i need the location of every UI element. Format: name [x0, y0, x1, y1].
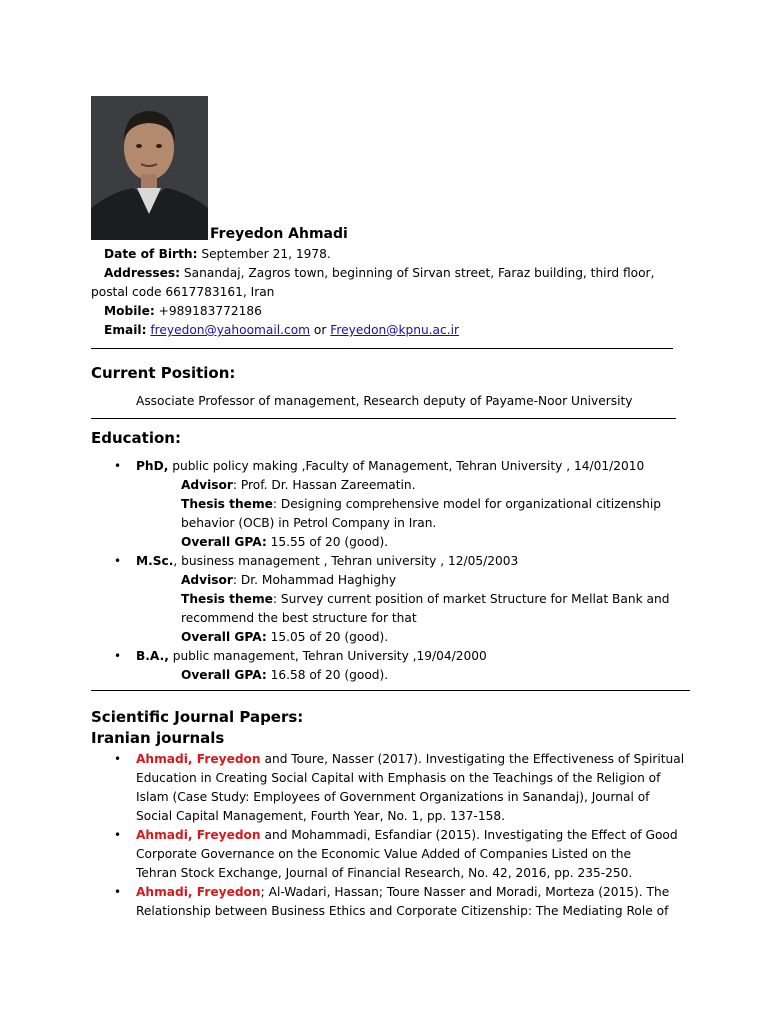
bullet-icon: • — [114, 828, 122, 842]
address-line-2: postal code 6617783161, Iran — [91, 285, 275, 299]
gpa-value: 15.55 of 20 (good). — [266, 535, 389, 549]
degree-detail: , business management , Tehran university , 12/05/2003 — [173, 554, 519, 568]
bullet-icon: • — [114, 752, 122, 766]
mobile-label: Mobile: — [104, 304, 155, 318]
person-name: Freyedon Ahmadi — [210, 226, 348, 242]
paper-author: Ahmadi, Freyedon — [136, 828, 261, 842]
degree-label: B.A., — [136, 649, 169, 663]
email-label: Email: — [104, 323, 147, 337]
mobile-value: +989183772186 — [154, 304, 262, 318]
mobile-line — [91, 302, 691, 321]
address-value: Sanandaj, Zagros town, beginning of Sirvan street, Faraz building, third floor, — [180, 266, 655, 280]
gpa-label: Overall GPA: — [181, 535, 267, 549]
paper-item — [91, 826, 691, 883]
degree-label: M.Sc. — [136, 554, 174, 568]
thesis-value: : Designing comprehensive model for organizational citizenship — [272, 497, 662, 511]
bullet-icon: • — [114, 649, 122, 663]
dob-label: Date of Birth: — [104, 247, 198, 261]
contact-info — [91, 245, 691, 340]
paper-author: Ahmadi, Freyedon — [136, 752, 261, 766]
divider — [91, 690, 690, 691]
papers-subheading: Iranian journals — [91, 729, 225, 747]
paper-text-cont: Corporate Governance on the Economic Value Added of Companies Listed on the — [136, 847, 632, 861]
thesis-value-cont: behavior (OCB) in Petrol Company in Iran. — [181, 516, 437, 530]
advisor-label: Advisor — [181, 573, 233, 587]
dob-line — [91, 245, 691, 264]
paper-text: ; Al-Wadari, Hassan; Toure Nasser and Moradi, Morteza (2015). The — [260, 885, 670, 899]
education-item-ba — [91, 647, 691, 685]
gpa-label: Overall GPA: — [181, 668, 267, 682]
paper-text-cont: Tehran Stock Exchange, Journal of Financial Research, No. 42, 2016, pp. 235-250. — [136, 866, 633, 880]
advisor-value: : Prof. Dr. Hassan Zareematin. — [232, 478, 416, 492]
papers-heading: Scientific Journal Papers: — [91, 708, 304, 726]
paper-text: and Mohammadi, Esfandiar (2015). Investigating the Effect of Good — [260, 828, 678, 842]
advisor-label: Advisor — [181, 478, 233, 492]
bullet-icon: • — [114, 885, 122, 899]
education-list — [91, 457, 691, 685]
paper-author: Ahmadi, Freyedon — [136, 885, 261, 899]
thesis-label: Thesis theme — [181, 497, 273, 511]
current-position-heading: Current Position: — [91, 364, 236, 382]
email-separator: or — [310, 323, 331, 337]
papers-list — [91, 750, 691, 921]
gpa-label: Overall GPA: — [181, 630, 267, 644]
address-line — [91, 264, 691, 283]
paper-text-cont: Relationship between Business Ethics and Corporate Citizenship: The Mediating Role of — [136, 904, 669, 918]
paper-text-cont: Education in Creating Social Capital with Emphasis on the Teachings of the Religion of — [136, 771, 661, 785]
dob-value: September 21, 1978. — [197, 247, 331, 261]
thesis-label: Thesis theme — [181, 592, 273, 606]
thesis-value: : Survey current position of market Structure for Mellat Bank and — [272, 592, 670, 606]
gpa-value: 16.58 of 20 (good). — [266, 668, 389, 682]
degree-detail: public policy making ,Faculty of Management, Tehran University , 14/01/2010 — [168, 459, 645, 473]
divider — [91, 418, 676, 419]
thesis-value-cont: recommend the best structure for that — [181, 611, 417, 625]
advisor-value: : Dr. Mohammad Haghighy — [232, 573, 397, 587]
current-position-text: Associate Professor of management, Research deputy of Payame-Noor University — [136, 394, 633, 408]
address-label: Addresses: — [104, 266, 181, 280]
education-heading: Education: — [91, 429, 181, 447]
email-link-yahoo[interactable]: freyedon@yahoomail.com — [150, 323, 311, 337]
degree-label: PhD, — [136, 459, 169, 473]
bullet-icon: • — [114, 554, 122, 568]
profile-photo — [91, 96, 208, 240]
paper-text-cont: Islam (Case Study: Employees of Government Organizations in Sanandaj), Journal of — [136, 790, 650, 804]
education-item-msc — [91, 552, 691, 647]
paper-text: and Toure, Nasser (2017). Investigating the Effectiveness of Spiritual — [260, 752, 685, 766]
email-link-kpnu[interactable]: Freyedon@kpnu.ac.ir — [330, 323, 460, 337]
bullet-icon: • — [114, 459, 122, 473]
paper-item — [91, 750, 691, 826]
education-item-phd — [91, 457, 691, 552]
paper-item — [91, 883, 691, 921]
email-line — [91, 321, 691, 340]
paper-text-cont: Social Capital Management, Fourth Year, No. 1, pp. 137-158. — [136, 809, 505, 823]
divider — [91, 348, 673, 349]
gpa-value: 15.05 of 20 (good). — [266, 630, 389, 644]
degree-detail: public management, Tehran University ,19/04/2000 — [168, 649, 487, 663]
